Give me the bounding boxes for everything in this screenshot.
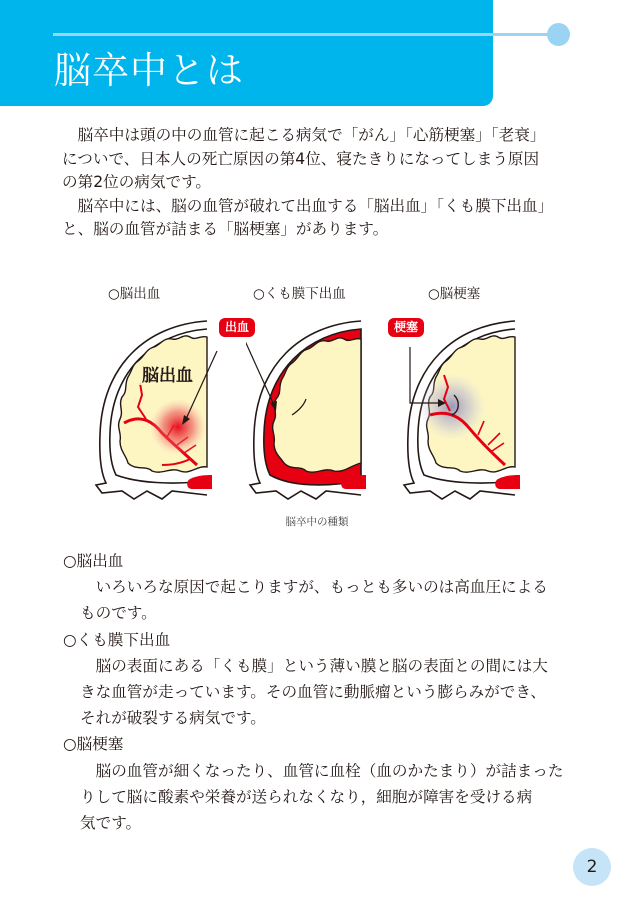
callout-hemorrhage: 出血 (219, 318, 255, 337)
intro-paragraph (62, 195, 582, 242)
text-line: 脳卒中には、脳の血管が破れて出血する「脳出血」「くも膜下出血」 (77, 196, 554, 215)
page-title: 脳卒中とは (54, 49, 244, 92)
brain-subarachnoid-illustration (246, 315, 376, 500)
text-line: りして脳に酸素や栄養が送られなくなり，細胞が障害を受ける病 (80, 787, 533, 806)
section-infarction (63, 731, 593, 836)
section-body (63, 653, 593, 732)
text-line: ものです。 (80, 604, 157, 623)
section-subarachnoid (63, 627, 593, 732)
stroke-type-descriptions (63, 548, 593, 836)
intro-text (62, 124, 582, 242)
section-title: ○脳梗塞 (63, 735, 124, 754)
callout-infarction: 梗塞 (388, 318, 424, 337)
stroke-types-figure (0, 278, 634, 538)
text-line: 脳の血管が細くなったり、血管に血栓（血のかたまり）が詰まった (95, 761, 564, 780)
text-line: それが破裂する病気です。 (80, 709, 266, 728)
text-line: 脳卒中は頭の中の血管に起こる病気で「がん」「心筋梗塞」「老衰」 (77, 126, 546, 144)
decorative-rule (53, 33, 558, 36)
panel-label-subarachnoid: ○くも膜下出血 (253, 286, 346, 302)
brain-infarction-illustration (400, 315, 530, 500)
page-number-badge: 2 (573, 848, 611, 886)
decorative-dot-icon (547, 23, 570, 46)
intro-paragraph (62, 124, 582, 195)
panel-label-infarction: ○脳梗塞 (428, 286, 481, 302)
text-line: きな血管が走っています。その血管に動脈瘤という膨らみができ、 (80, 683, 546, 702)
section-title: ○脳出血 (63, 552, 124, 570)
inner-label-hemorrhage: 脳出血 (142, 366, 193, 386)
figure-caption: 脳卒中の種類 (285, 516, 349, 528)
brain-hemorrhage-illustration (92, 315, 222, 500)
text-line: についで、日本人の死亡原因の第4位、寝たきりになってしまう原因 (62, 149, 540, 168)
section-body (63, 758, 593, 837)
text-line: いろいろな原因で起こりますが、もっとも多いのは高血圧による (95, 578, 548, 597)
text-line: 脳の表面にある「くも膜」という薄い膜と脳の表面との間には大 (95, 656, 548, 675)
text-line: 気です。 (80, 814, 142, 833)
text-line: の第2位の病気です。 (62, 173, 212, 192)
text-line: と、脳の血管が詰まる「脳梗塞」があります。 (62, 220, 389, 239)
section-body (63, 574, 593, 626)
panel-label-hemorrhage: ○脳出血 (108, 286, 161, 302)
section-title: ○くも膜下出血 (63, 630, 171, 649)
section-hemorrhage (63, 548, 593, 627)
